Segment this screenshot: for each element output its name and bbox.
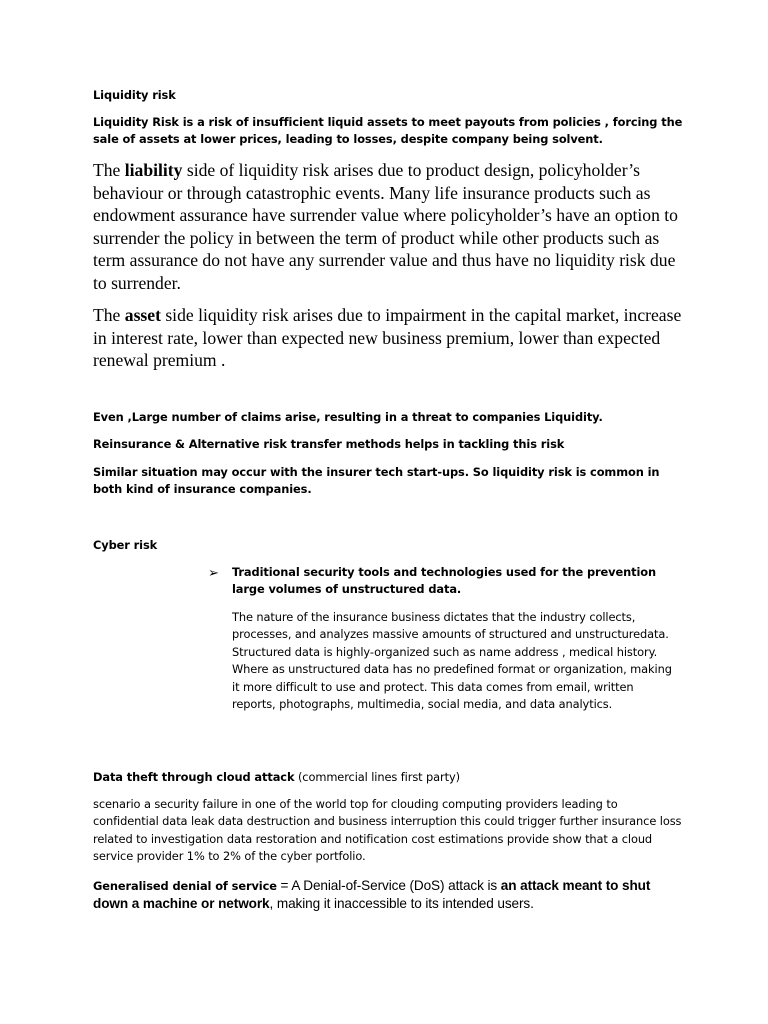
reinsurance-line: Reinsurance & Alternative risk transfer methods helps in tackling this risk bbox=[93, 437, 565, 451]
dos-equals: = bbox=[276, 878, 292, 893]
dos-definition-bold: an attack meant to shut down a machine or network bbox=[93, 878, 651, 911]
dos-definition-pre: A Denial-of-Service (DoS) attack is bbox=[291, 878, 501, 893]
asset-term: asset bbox=[124, 305, 161, 325]
liability-side-paragraph bbox=[93, 159, 683, 295]
cloud-attack-heading bbox=[93, 769, 693, 786]
liability-pre: The bbox=[93, 160, 125, 180]
security-tools-bullet: Traditional security tools and technologies used for the prevention large volumes of unstructured data. bbox=[232, 565, 657, 597]
dos-paragraph bbox=[93, 877, 683, 913]
liability-term: liability bbox=[124, 160, 183, 180]
cloud-attack-qualifier: (commercial lines first party) bbox=[294, 770, 460, 784]
cyber-risk-heading: Cyber risk bbox=[93, 538, 158, 552]
liquidity-risk-heading: Liquidity risk bbox=[93, 88, 176, 102]
liability-text: side of liquidity risk arises due to product design, policyholder’s behaviour or through catastrophic events. Many life insurance products such as endowment assurance have surrender value where policyholder’s have an option to surrender the policy in between the term of product while other products such as term assurance do not have any surrender value and thus have no liquidity risk due to surrender. bbox=[93, 160, 678, 293]
claims-threat-line: Even ,Large number of claims arise, resulting in a threat to companies Liquidity. bbox=[93, 410, 603, 424]
dos-definition-post: , making it inaccessible to its intended users. bbox=[269, 896, 534, 911]
arrowhead-bullet-icon: ➢ bbox=[208, 566, 219, 581]
asset-pre: The bbox=[93, 305, 125, 325]
liquidity-risk-definition: Liquidity Risk is a risk of insufficient liquid assets to meet payouts from policies , forcing the sale of assets at lower prices, leading to losses, despite company being solvent. bbox=[93, 115, 683, 147]
dos-label: Generalised denial of service bbox=[93, 879, 277, 893]
insurance-data-paragraph: The nature of the insurance business dictates that the industry collects, processes, and analyzes massive amounts of structured and unstructuredata. Structured data is highly-organized such as name address , medical history. Where as unstructured data has no predefined format or organization, making it more difficult to use and protect. This data comes from email, written reports, photographs, multimedia, social media, and data analytics. bbox=[232, 610, 672, 712]
startups-line: Similar situation may occur with the insurer tech start-ups. So liquidity risk is common in both kind of insurance companies. bbox=[93, 465, 660, 497]
asset-side-paragraph bbox=[93, 304, 683, 372]
cloud-attack-title: Data theft through cloud attack bbox=[93, 770, 295, 784]
cloud-attack-scenario: scenario a security failure in one of the world top for clouding computing providers leading to confidential data leak data destruction and business interruption this could trigger further insurance loss related to investigation data restoration and notification cost estimations provide show that a cloud service provider 1% to 2% of the cyber portfolio. bbox=[93, 797, 682, 864]
asset-text: side liquidity risk arises due to impairment in the capital market, increase in interest rate, lower than expected new business premium, lower than expected renewal premium . bbox=[93, 305, 682, 371]
